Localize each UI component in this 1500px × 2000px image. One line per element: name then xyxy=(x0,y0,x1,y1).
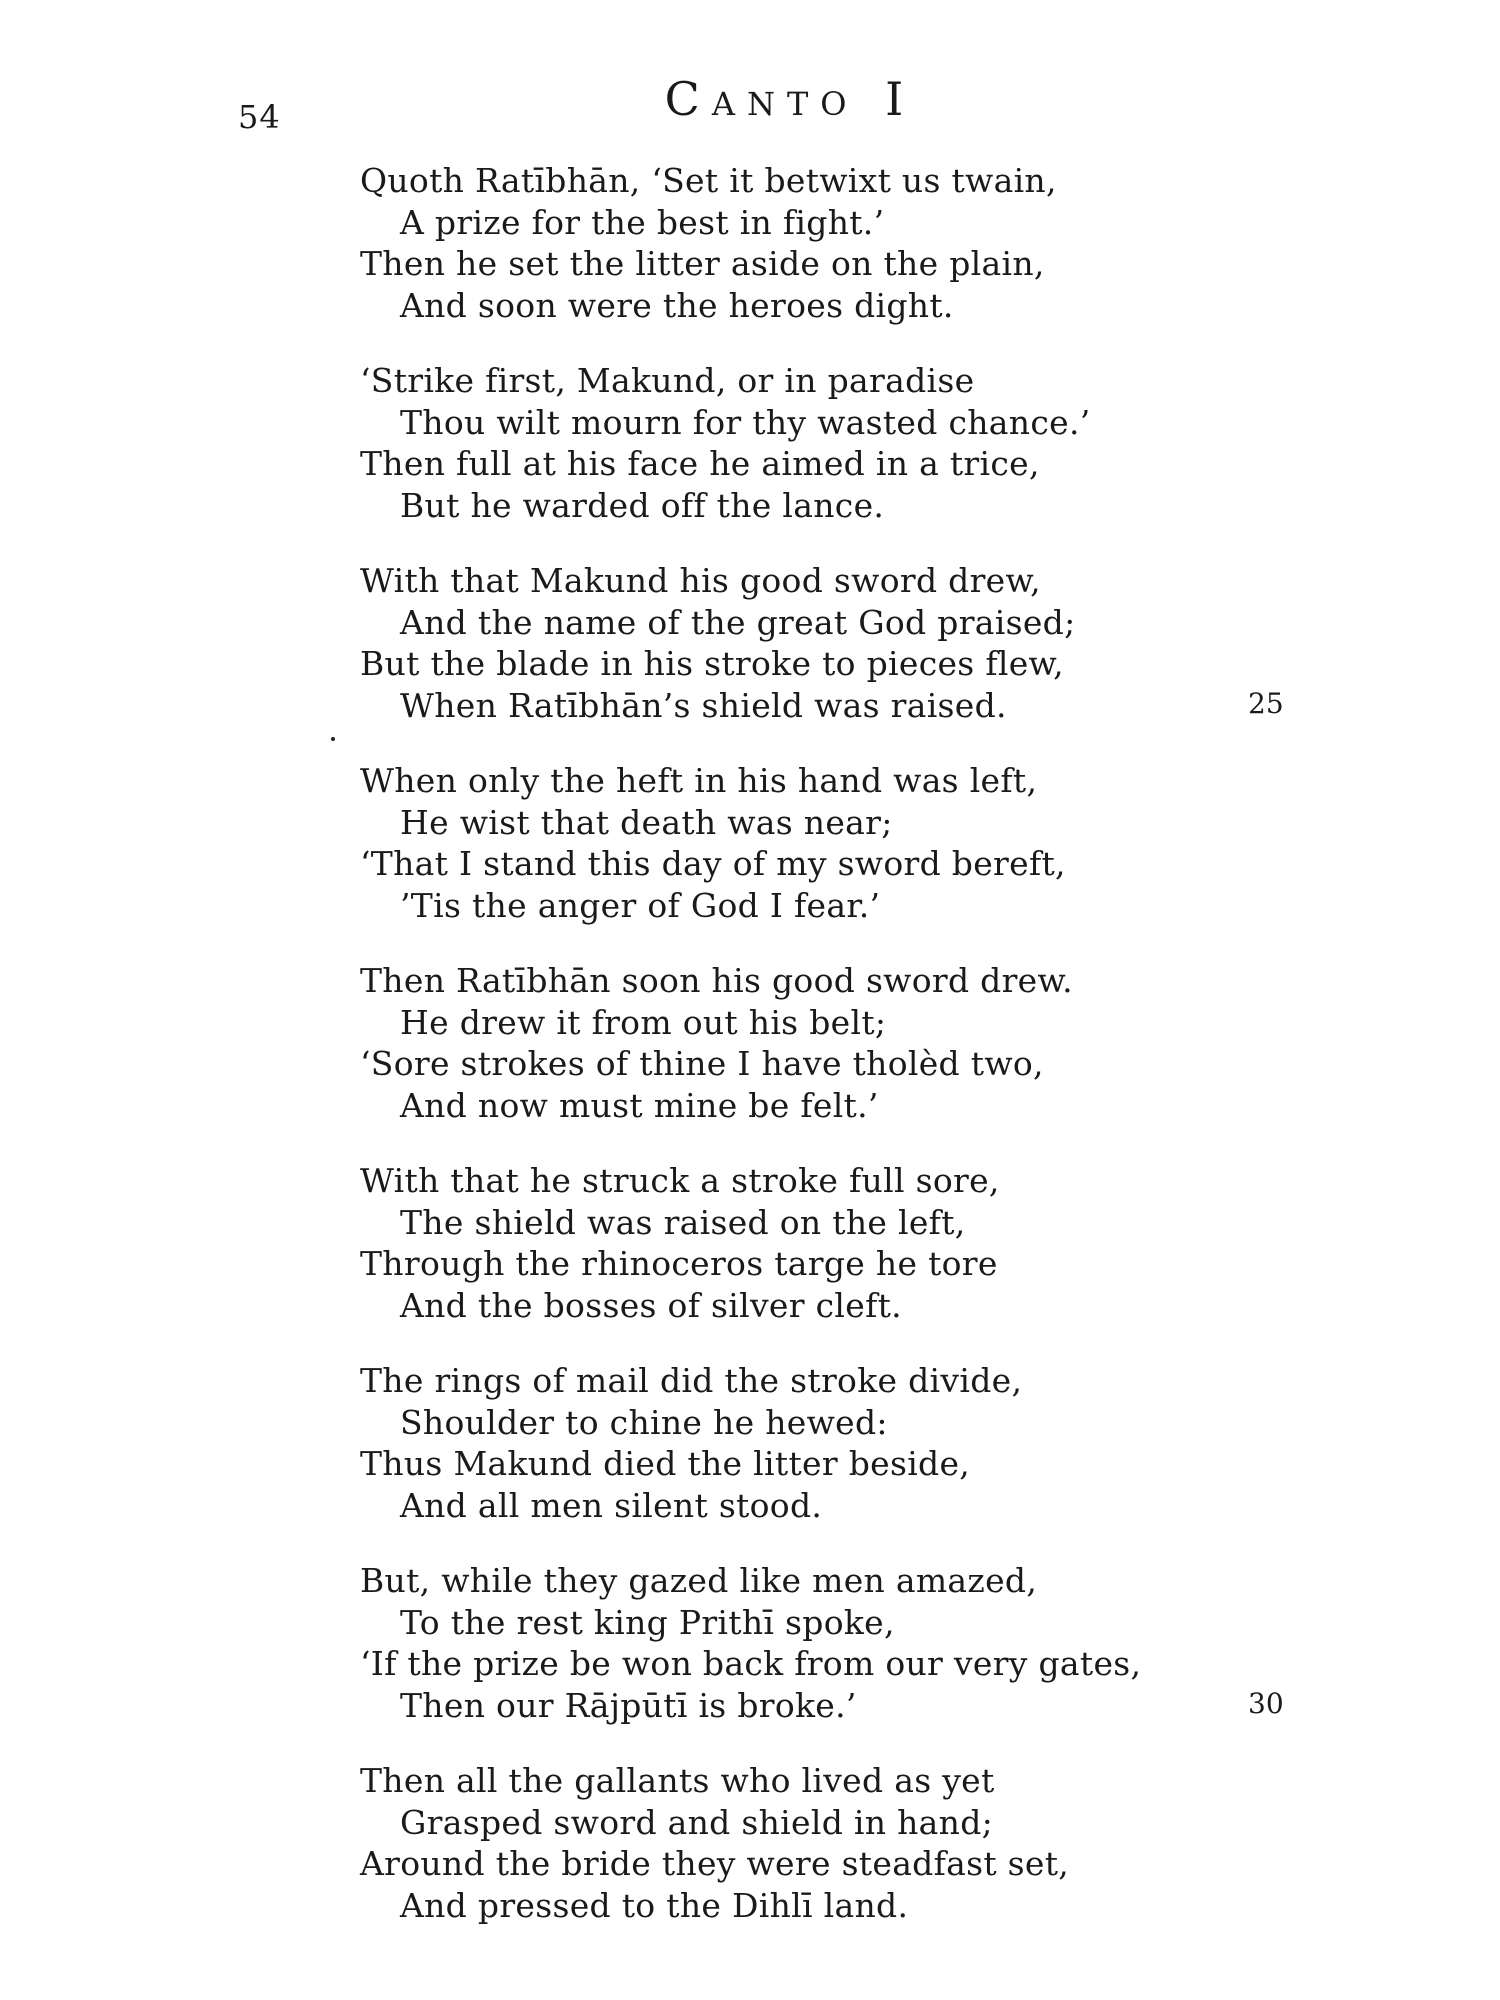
poem-line: When only the heft in his hand was left, xyxy=(360,761,1038,800)
poem-line: Then full at his face he aimed in a trice, xyxy=(360,444,1040,483)
stanza-9 xyxy=(360,1760,1260,1926)
poem-line: And soon were the heroes dight. xyxy=(400,285,954,325)
poem-line: When Ratībhān’s shield was raised. xyxy=(400,685,1007,725)
line-number: 25 xyxy=(1248,687,1284,720)
poem-line: The shield was raised on the left, xyxy=(400,1202,966,1242)
poem-line: ‘If the prize be won back from our very gates, xyxy=(360,1644,1142,1683)
poem-line: Through the rhinoceros targe he tore xyxy=(360,1244,998,1283)
running-head-text: Canto I xyxy=(664,72,916,126)
poem-line: Around the bride they were steadfast set, xyxy=(360,1844,1070,1883)
poem-line: He wist that death was near; xyxy=(400,802,893,842)
poem-line: Then all the gallants who lived as yet xyxy=(360,1761,995,1800)
poem-line: And pressed to the Dihlī land. xyxy=(400,1885,909,1925)
poem-line: He drew it from out his belt; xyxy=(400,1002,887,1042)
poem-line: And now must mine be felt.’ xyxy=(400,1085,879,1125)
poem-line: Thus Makund died the litter beside, xyxy=(360,1444,971,1483)
poem xyxy=(360,160,1284,1926)
poem-line: With that he struck a stroke full sore, xyxy=(360,1161,1000,1200)
stanza-8 xyxy=(360,1560,1284,1726)
poem-line: The rings of mail did the stroke divide, xyxy=(360,1361,1023,1400)
poem-line: ‘That I stand this day of my sword bereft, xyxy=(360,844,1066,883)
poem-line: And the name of the great God praised; xyxy=(400,602,1076,642)
stanza-2 xyxy=(360,360,1260,526)
poem-line: Then Ratībhān soon his good sword drew. xyxy=(360,961,1073,1000)
stray-mark xyxy=(331,737,335,741)
poem-line: But the blade in his stroke to pieces flew, xyxy=(360,644,1064,683)
stanza-1 xyxy=(360,160,1260,326)
poem-line: Quoth Ratībhān, ‘Set it betwixt us twain, xyxy=(360,161,1057,200)
line-number: 30 xyxy=(1248,1687,1284,1720)
poem-line: To the rest king Prithī spoke, xyxy=(400,1602,895,1642)
poem-line: Thou wilt mourn for thy wasted chance.’ xyxy=(400,402,1091,442)
stanza-3 xyxy=(360,560,1284,726)
poem-line: Then our Rājpūtī is broke.’ xyxy=(400,1685,857,1725)
poem-line: But, while they gazed like men amazed, xyxy=(360,1561,1038,1600)
stanza-5 xyxy=(360,960,1260,1126)
poem-line: A prize for the best in fight.’ xyxy=(400,202,885,242)
poem-line: ‘Sore strokes of thine I have tholèd two, xyxy=(360,1044,1044,1083)
stanza-7 xyxy=(360,1360,1260,1526)
stanza-6 xyxy=(360,1160,1260,1326)
stanza-4 xyxy=(360,760,1260,926)
running-head xyxy=(0,72,1500,126)
poem-line: ’Tis the anger of God I fear.’ xyxy=(400,885,881,925)
poem-line: And the bosses of silver cleft. xyxy=(400,1285,902,1325)
poem-line: And all men silent stood. xyxy=(400,1485,823,1525)
poem-line: Shoulder to chine he hewed: xyxy=(400,1402,888,1442)
poem-line: But he warded off the lance. xyxy=(400,485,885,525)
page-number: 54 xyxy=(238,98,281,136)
poem-line: With that Makund his good sword drew, xyxy=(360,561,1041,600)
poem-line: ‘Strike first, Makund, or in paradise xyxy=(360,361,975,400)
poem-line: Grasped sword and shield in hand; xyxy=(400,1802,994,1842)
poem-line: Then he set the litter aside on the plain, xyxy=(360,244,1045,283)
